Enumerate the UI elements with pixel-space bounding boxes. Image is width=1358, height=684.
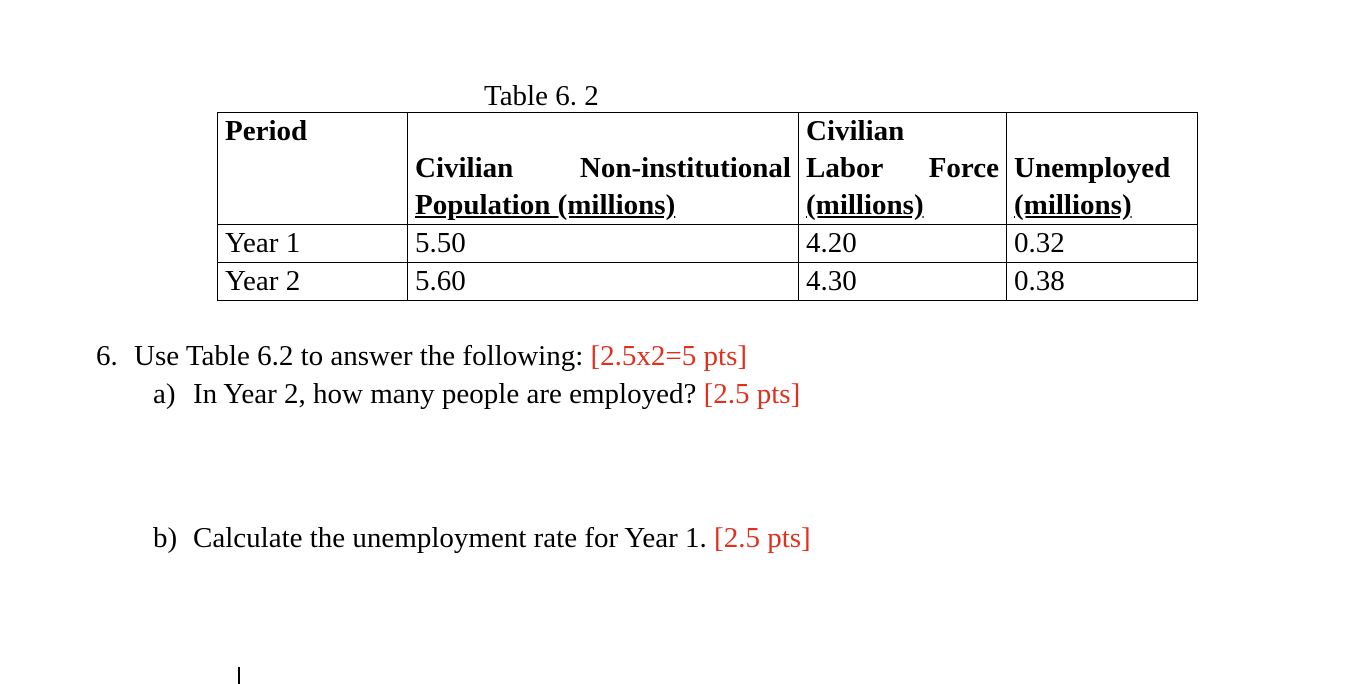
part-b-label: b) <box>153 522 178 554</box>
header-labor-force-word2: Force <box>928 152 999 184</box>
header-unemployed-line1: Unemployed <box>1014 152 1171 184</box>
cell-period: Year 2 <box>218 263 408 301</box>
data-table <box>217 112 1198 301</box>
header-labor-force-line2: (millions) <box>806 189 924 221</box>
cell-labor-force: 4.20 <box>799 225 1007 263</box>
cell-unemployed: 0.32 <box>1007 225 1198 263</box>
part-a-label: a) <box>153 378 176 410</box>
header-population-word2: Non-institutional <box>579 152 791 184</box>
table-caption: Table 6. 2 <box>484 80 599 112</box>
header-unemployed <box>1007 113 1198 225</box>
header-population-line2: Population (millions) <box>415 189 676 221</box>
cell-labor-force: 4.30 <box>799 263 1007 301</box>
question-text: Use Table 6.2 to answer the following: <box>134 340 584 372</box>
part-b-text: Calculate the unemployment rate for Year 1. <box>193 522 707 554</box>
question-number: 6. <box>96 340 118 372</box>
header-labor-force-word1: Labor <box>806 152 883 184</box>
header-period <box>218 113 408 225</box>
part-a-points: [2.5 pts] <box>703 378 801 410</box>
cell-population: 5.50 <box>408 225 799 263</box>
header-labor-force-line0: Civilian <box>806 115 905 147</box>
table-header-row <box>218 113 1198 225</box>
header-labor-force <box>799 113 1007 225</box>
part-b-points: [2.5 pts] <box>714 522 811 554</box>
header-unemployed-line2: (millions) <box>1014 189 1132 221</box>
table-row <box>218 225 1198 263</box>
question-6 <box>96 338 747 374</box>
header-population <box>408 113 799 225</box>
table-row <box>218 263 1198 301</box>
header-labor-force-line1 <box>806 150 999 187</box>
question-part-a <box>153 376 800 412</box>
header-population-line1 <box>415 150 791 187</box>
text-cursor[interactable] <box>238 667 240 684</box>
header-period-label: Period <box>225 115 308 147</box>
question-part-b <box>153 520 811 556</box>
header-population-word1: Civilian <box>415 152 514 184</box>
cell-period: Year 1 <box>218 225 408 263</box>
cell-population: 5.60 <box>408 263 799 301</box>
question-points: [2.5x2=5 pts] <box>590 340 748 372</box>
cell-unemployed: 0.38 <box>1007 263 1198 301</box>
part-a-text: In Year 2, how many people are employed? <box>193 378 697 410</box>
